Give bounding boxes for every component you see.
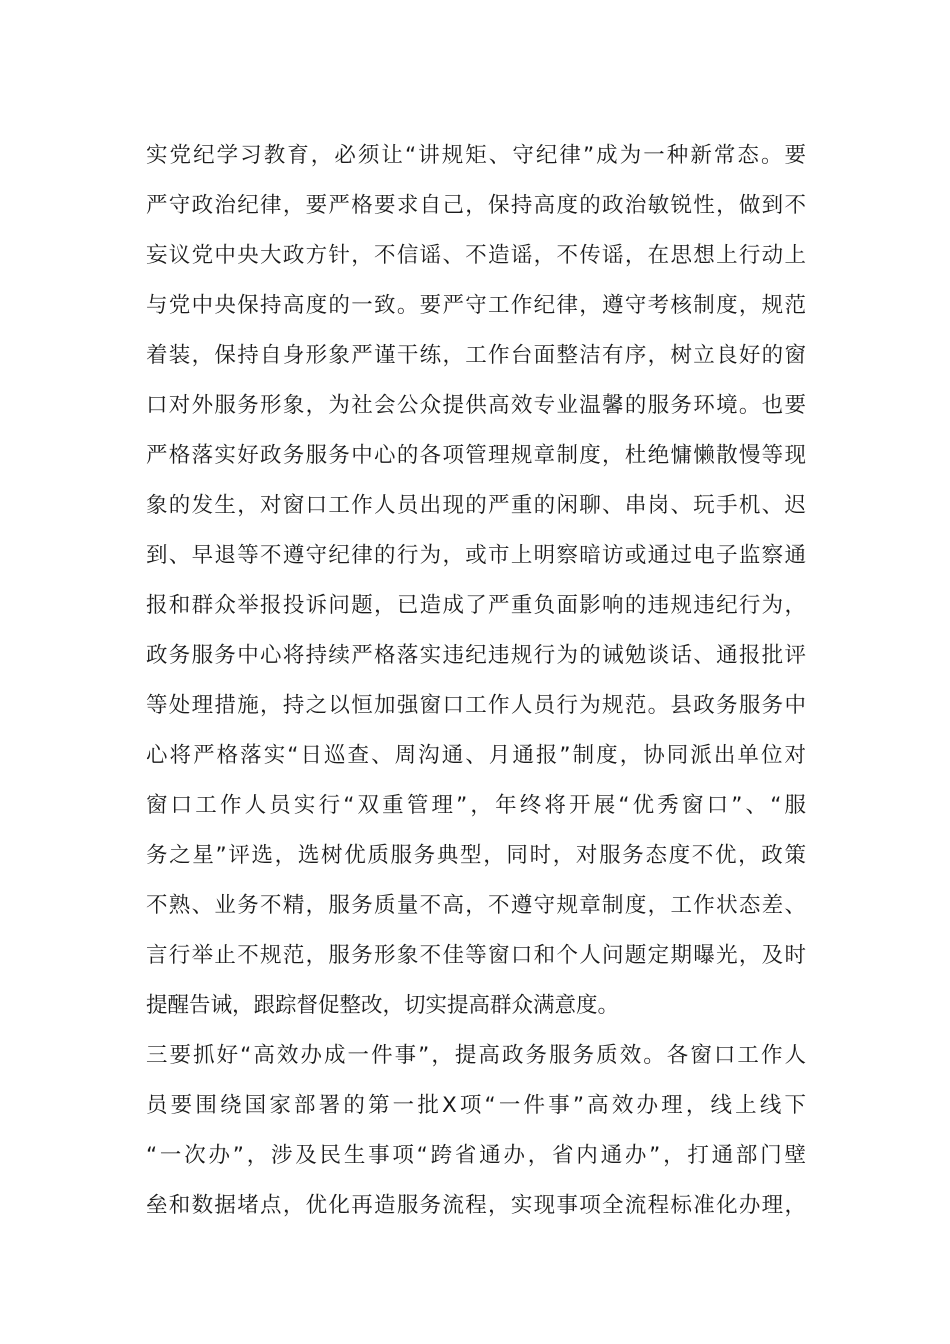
text-line: 口对外服务形象，为社会公众提供高效专业温馨的服务环境。也要 [146,393,806,418]
text-line: 员要围绕国家部署的第一批X项“一件事”高效办理，线上线下 [146,1093,806,1118]
body-text [146,131,806,1231]
text-line: “一次办”，涉及民生事项“跨省通办，省内通办”，打通部门壁 [146,1143,806,1168]
text-line: 与党中央保持高度的一致。要严守工作纪律，遵守考核制度，规范 [146,293,806,318]
text-line: 不熟、业务不精，服务质量不高，不遵守规章制度，工作状态差、 [146,893,806,918]
text-line: 严守政治纪律，要严格要求自己，保持高度的政治敏锐性，做到不 [146,193,806,218]
text-line: 着装，保持自身形象严谨干练，工作台面整洁有序，树立良好的窗 [146,343,806,368]
text-line: 实党纪学习教育，必须让“讲规矩、守纪律”成为一种新常态。要 [146,143,806,168]
text-line: 严格落实好政务服务中心的各项管理规章制度，杜绝慵懒散慢等现 [146,443,806,468]
text-line: 妄议党中央大政方针，不信谣、不造谣，不传谣，在思想上行动上 [146,243,806,268]
text-line: 窗口工作人员实行“双重管理”，年终将开展“优秀窗口”、“服 [146,793,806,818]
text-line: 象的发生，对窗口工作人员出现的严重的闲聊、串岗、玩手机、迟 [146,493,806,518]
text-line: 言行举止不规范，服务形象不佳等窗口和个人问题定期曝光，及时 [146,943,806,968]
text-line: 政务服务中心将持续严格落实违纪违规行为的诫勉谈话、通报批评 [146,643,806,668]
text-line: 三要抓好“高效办成一件事”，提高政务服务质效。各窗口工作人 [146,1043,806,1068]
text-line: 心将严格落实“日巡查、周沟通、月通报”制度，协同派出单位对 [146,743,806,768]
paragraph-end-line: 提醒告诫，跟踪督促整改，切实提高群众满意度。 [146,993,620,1018]
text-line: 务之星”评选，选树优质服务典型，同时，对服务态度不优，政策 [146,843,806,868]
text-line: 报和群众举报投诉问题，已造成了严重负面影响的违规违纪行为， [146,593,806,618]
text-line: 到、早退等不遵守纪律的行为，或市上明察暗访或通过电子监察通 [146,543,806,568]
text-line: 等处理措施，持之以恒加强窗口工作人员行为规范。县政务服务中 [146,693,806,718]
text-line: 垒和数据堵点，优化再造服务流程，实现事项全流程标准化办理， [146,1193,806,1218]
